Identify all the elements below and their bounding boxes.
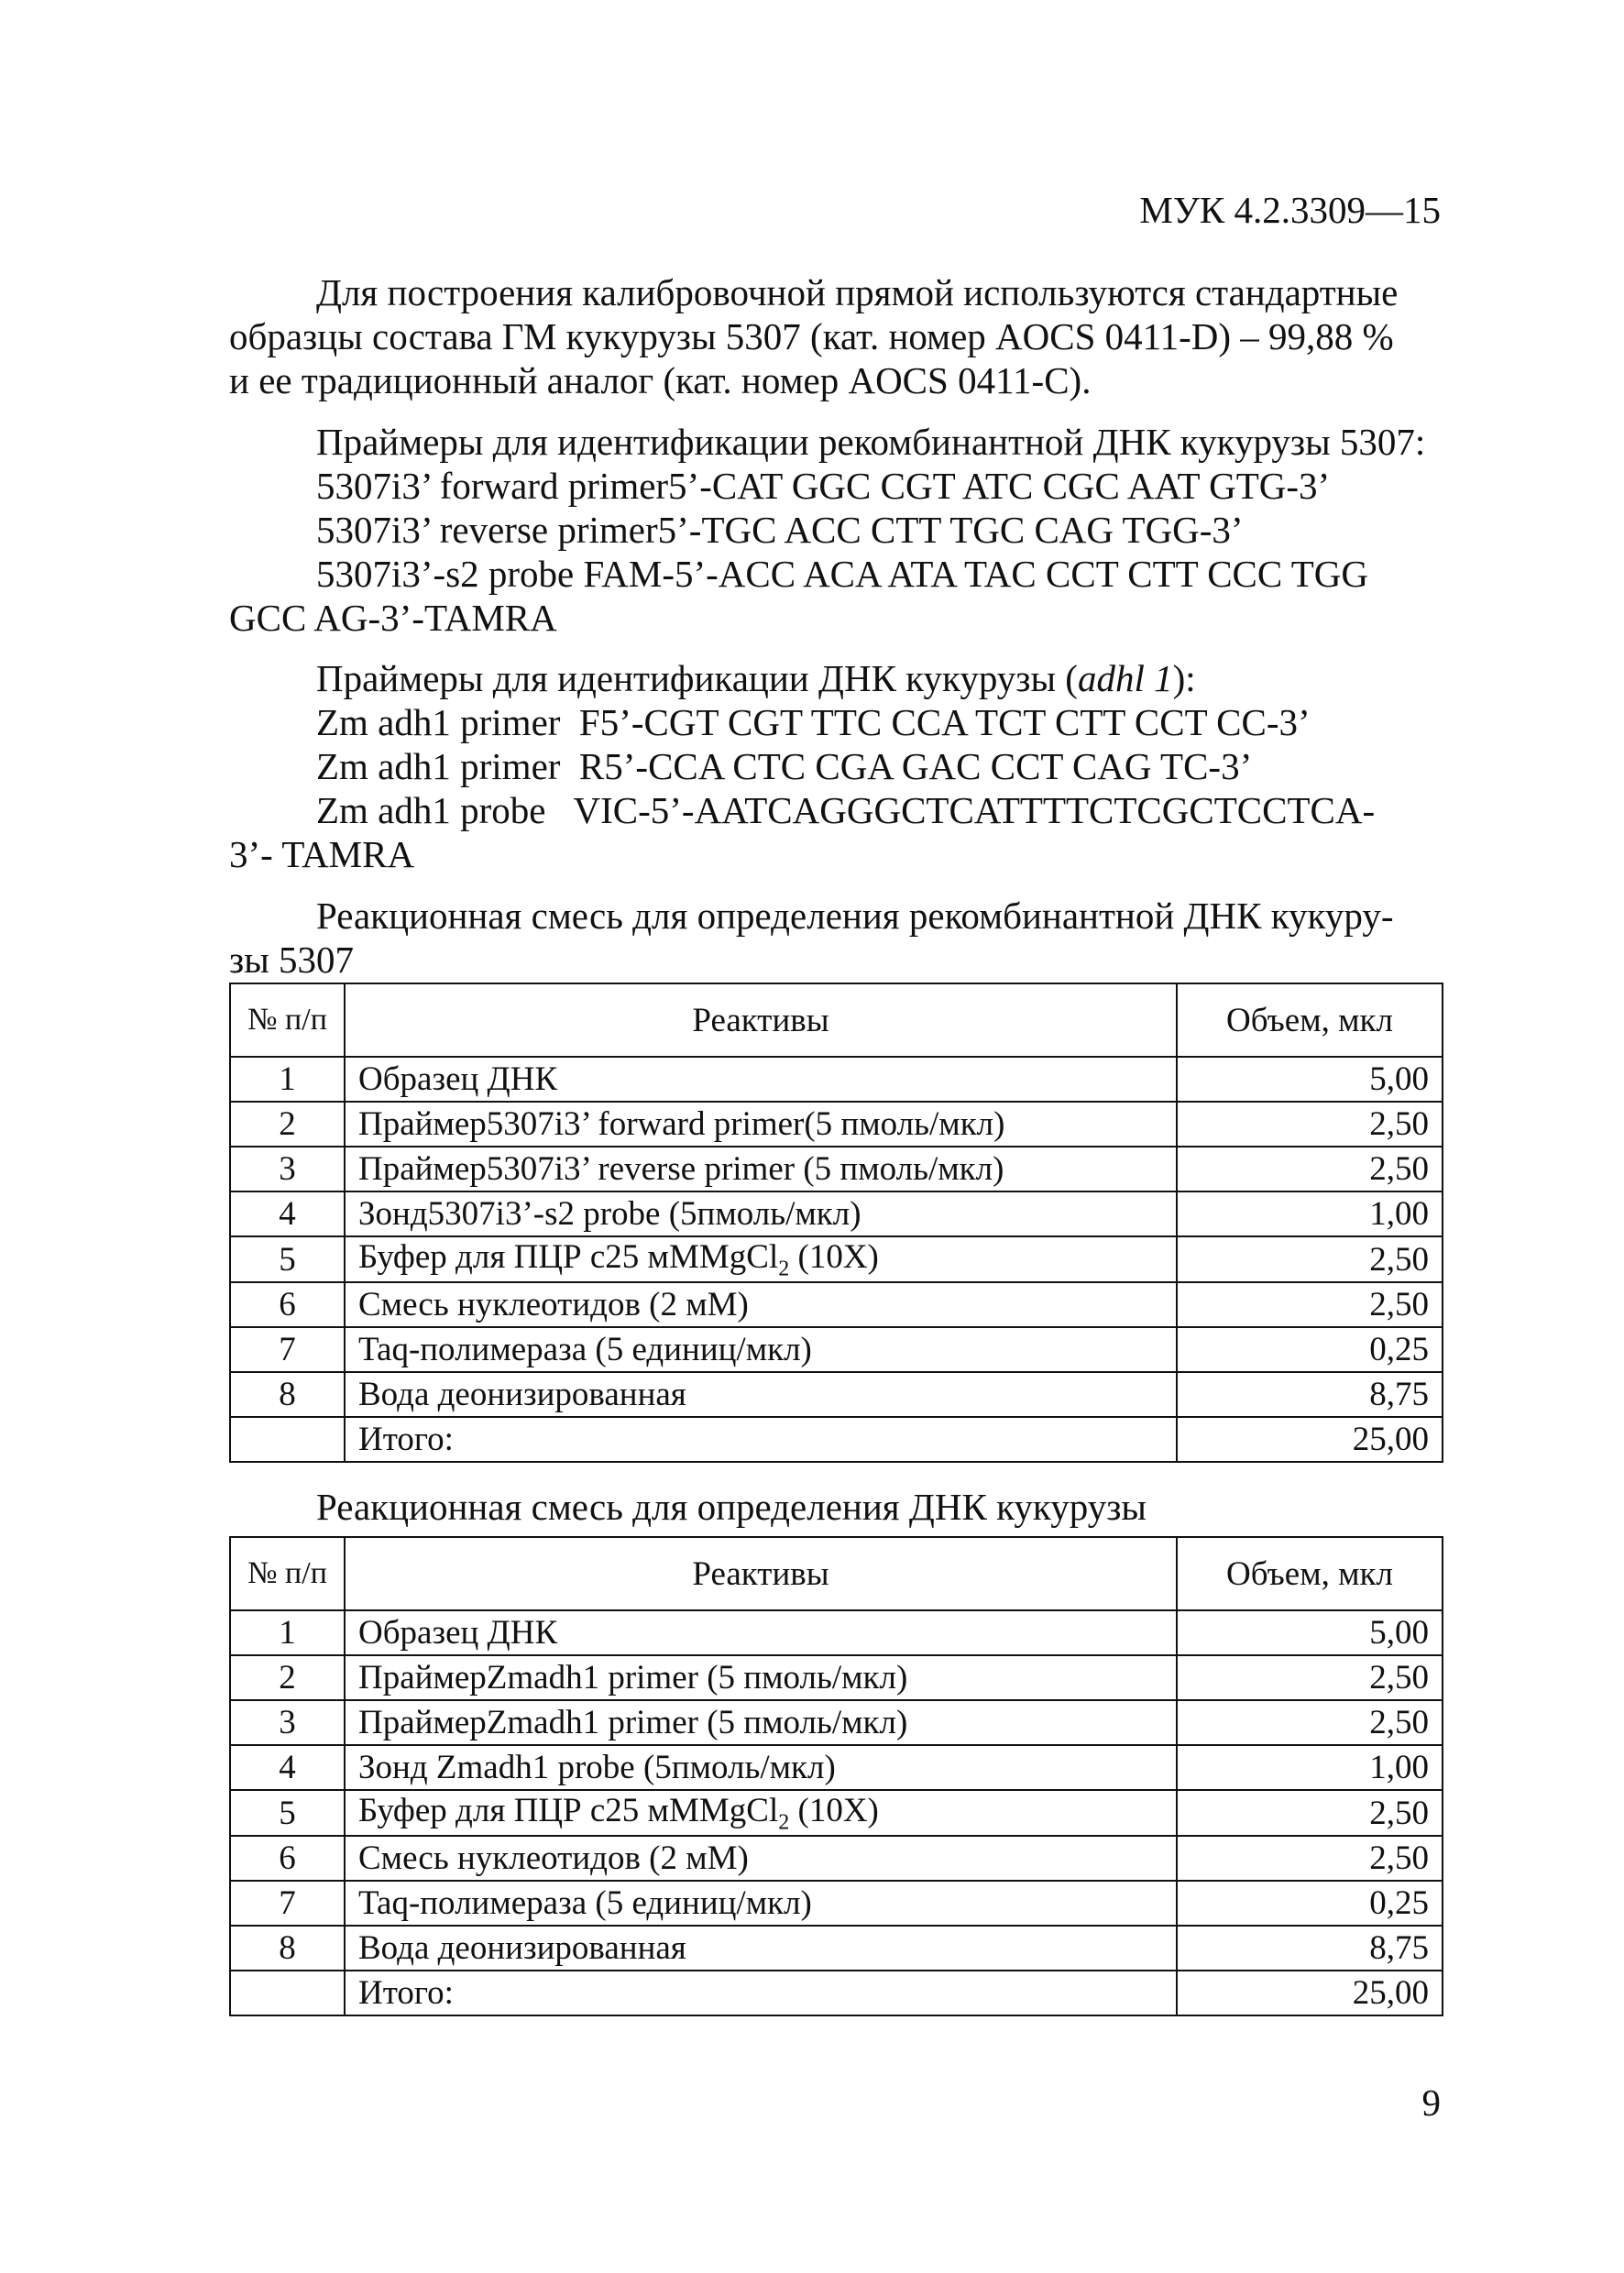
- paragraph-line: Для построения калибровочной прямой используются стандартные: [316, 271, 1399, 313]
- row-number: 4: [230, 1745, 345, 1790]
- primer-forward: 5307i3’ forward primer5’-CAT GGC CGT ATC CGC AAT GTG-3’: [316, 465, 1331, 507]
- row-number: 4: [230, 1191, 345, 1236]
- reagent-name: Смесь нуклеотидов (2 мМ): [345, 1282, 1177, 1327]
- subscript: 2: [778, 1257, 790, 1281]
- total-label: Итого:: [345, 1417, 1177, 1462]
- gene-name: adhl 1: [1077, 657, 1173, 699]
- reagent-name-text: (10X): [789, 1238, 879, 1276]
- title-prefix: Праймеры для идентификации ДНК кукурузы (: [316, 657, 1078, 699]
- table-row: [230, 1926, 1443, 1971]
- title-suffix: ):: [1172, 657, 1196, 699]
- paragraph-line: образцы состава ГМ кукурузы 5307 (кат. номер AOCS 0411-D) – 99,88 %: [229, 315, 1394, 357]
- reagent-name: [345, 1790, 1177, 1836]
- table-row: [230, 1057, 1443, 1102]
- reagent-name: Вода деонизированная: [345, 1926, 1177, 1971]
- column-header-reagents: Реактивы: [345, 1537, 1177, 1610]
- row-number: 5: [230, 1236, 345, 1282]
- primer-reverse: 5307i3’ reverse primer5’-TGC ACC CTT TGC CAG TGG-3’: [316, 509, 1244, 551]
- reagent-name: Вода деонизированная: [345, 1372, 1177, 1417]
- probe-line: GCC AG-3’-TAMRA: [229, 597, 557, 639]
- row-number: [230, 1417, 345, 1462]
- reagent-name-text: (10X): [789, 1792, 879, 1829]
- reagent-name: Смесь нуклеотидов (2 мМ): [345, 1836, 1177, 1881]
- table-header-row: [230, 1537, 1443, 1610]
- table-row: [230, 1790, 1443, 1836]
- paragraph-line: и ее традиционный аналог (кат. номер AOCS 0411-C).: [229, 359, 1092, 401]
- row-number: 3: [230, 1700, 345, 1745]
- table-row: [230, 1700, 1443, 1745]
- probe-line: 3’- TAMRA: [229, 833, 415, 875]
- reagent-volume: 8,75: [1177, 1372, 1443, 1417]
- total-label: Итого:: [345, 1971, 1177, 2015]
- page-number: 9: [1421, 2081, 1441, 2124]
- reagent-volume: 2,50: [1177, 1790, 1443, 1836]
- total-row: [230, 1971, 1443, 2015]
- row-number: 1: [230, 1057, 345, 1102]
- column-header-volume: Объем, мкл: [1177, 983, 1443, 1057]
- table-row: [230, 1372, 1443, 1417]
- row-number: 7: [230, 1881, 345, 1926]
- reagent-volume: 0,25: [1177, 1327, 1443, 1372]
- row-number: 8: [230, 1372, 345, 1417]
- total-volume: 25,00: [1177, 1971, 1443, 2015]
- reagent-volume: 2,50: [1177, 1655, 1443, 1700]
- row-number: 3: [230, 1147, 345, 1191]
- table2-caption: [229, 1485, 1443, 1529]
- row-number: 6: [230, 1282, 345, 1327]
- row-number: 8: [230, 1926, 345, 1971]
- reagent-name: Зонд Zmadh1 probe (5пмоль/мкл): [345, 1745, 1177, 1790]
- reagent-volume: 5,00: [1177, 1057, 1443, 1102]
- reagent-name: Праймер5307i3’ forward primer(5 пмоль/мкл): [345, 1102, 1177, 1147]
- reagent-volume: 8,75: [1177, 1926, 1443, 1971]
- primers-5307-block: [229, 420, 1443, 640]
- column-header-volume: Объем, мкл: [1177, 1537, 1443, 1610]
- row-number: [230, 1971, 345, 2015]
- table-row: [230, 1282, 1443, 1327]
- table-row: [230, 1745, 1443, 1790]
- total-row: [230, 1417, 1443, 1462]
- table1-caption: [229, 894, 1443, 982]
- reagent-volume: 2,50: [1177, 1282, 1443, 1327]
- column-header-number: № п/п: [230, 983, 345, 1057]
- table-row: [230, 1836, 1443, 1881]
- reagent-name: Образец ДНК: [345, 1610, 1177, 1655]
- reagent-volume: 2,50: [1177, 1700, 1443, 1745]
- reagent-volume: 2,50: [1177, 1147, 1443, 1191]
- table-row: [230, 1610, 1443, 1655]
- row-number: 2: [230, 1102, 345, 1147]
- caption-line: зы 5307: [229, 939, 354, 981]
- table-header-row: [230, 983, 1443, 1057]
- row-number: 5: [230, 1790, 345, 1836]
- total-volume: 25,00: [1177, 1417, 1443, 1462]
- table-row: [230, 1655, 1443, 1700]
- primers-adh1-title: [229, 656, 1443, 700]
- reagent-name-text: Буфер для ПЦР с25 мМMgCl: [358, 1238, 779, 1276]
- reagent-name: [345, 1236, 1177, 1282]
- table-row: [230, 1102, 1443, 1147]
- reaction-mix-table-5307: [229, 983, 1443, 1463]
- probe-line: 5307i3’-s2 probe FAM-5’-ACC ACA ATA TAC CCT CTT CCC TGG: [316, 553, 1369, 595]
- caption-line: Реакционная смесь для определения ДНК кукурузы: [316, 1486, 1147, 1528]
- table-row: [230, 1881, 1443, 1926]
- reagent-volume: 2,50: [1177, 1102, 1443, 1147]
- calibration-paragraph: [229, 270, 1443, 402]
- reagent-name: Образец ДНК: [345, 1057, 1177, 1102]
- primers-adh1-block: [229, 656, 1443, 876]
- reagent-volume: 2,50: [1177, 1836, 1443, 1881]
- row-number: 2: [230, 1655, 345, 1700]
- probe-line: Zm adh1 probe VIC-5’-AATCAGGGCTCATTTTCTCGCTCCTCA-: [316, 789, 1376, 831]
- column-header-reagents: Реактивы: [345, 983, 1177, 1057]
- subscript: 2: [778, 1810, 790, 1835]
- table-row: [230, 1236, 1443, 1282]
- reaction-mix-table-maize: [229, 1536, 1443, 2016]
- reagent-volume: 2,50: [1177, 1236, 1443, 1282]
- reagent-name-text: Буфер для ПЦР с25 мМMgCl: [358, 1792, 779, 1829]
- reagent-volume: 1,00: [1177, 1745, 1443, 1790]
- reagent-volume: 1,00: [1177, 1191, 1443, 1236]
- reagent-name: ПраймерZmadh1 primer (5 пмоль/мкл): [345, 1655, 1177, 1700]
- table-row: [230, 1147, 1443, 1191]
- table-row: [230, 1191, 1443, 1236]
- primers-5307-title: Праймеры для идентификации рекомбинантной ДНК кукурузы 5307:: [316, 421, 1426, 463]
- column-header-number: № п/п: [230, 1537, 345, 1610]
- document-code: МУК 4.2.3309—15: [1139, 189, 1441, 231]
- row-number: 7: [230, 1327, 345, 1372]
- row-number: 1: [230, 1610, 345, 1655]
- primer-r: Zm adh1 primer R5’-CCA CTC CGA GAC CCT CAG TC-3’: [316, 745, 1253, 787]
- row-number: 6: [230, 1836, 345, 1881]
- reagent-name: Taq-полимераза (5 единиц/мкл): [345, 1327, 1177, 1372]
- reagent-name: Зонд5307i3’-s2 probe (5пмоль/мкл): [345, 1191, 1177, 1236]
- caption-line: Реакционная смесь для определения рекомбинантной ДНК кукуру-: [316, 895, 1394, 937]
- table-row: [230, 1327, 1443, 1372]
- reagent-name: Taq-полимераза (5 единиц/мкл): [345, 1881, 1177, 1926]
- reagent-volume: 5,00: [1177, 1610, 1443, 1655]
- reagent-name: ПраймерZmadh1 primer (5 пмоль/мкл): [345, 1700, 1177, 1745]
- reagent-name: Праймер5307i3’ reverse primer (5 пмоль/мкл): [345, 1147, 1177, 1191]
- primer-f: Zm adh1 primer F5’-CGT CGT TTC CCA TCT CTT CCT CC-3’: [316, 701, 1311, 743]
- reagent-volume: 0,25: [1177, 1881, 1443, 1926]
